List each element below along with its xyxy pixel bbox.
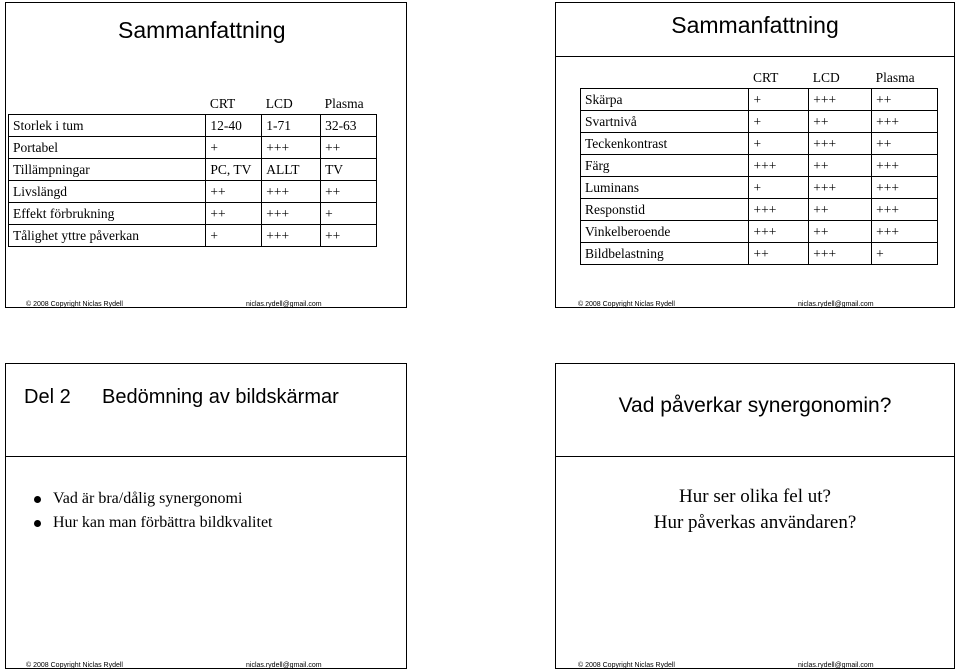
section-label: Del 2: [24, 386, 71, 408]
table-cell: +: [749, 111, 809, 133]
row-label: Bildbelastning: [581, 243, 749, 265]
table-row: [581, 221, 938, 243]
table-cell: +++: [872, 111, 938, 133]
table-cell: +: [749, 177, 809, 199]
table-cell: ++: [321, 137, 377, 159]
row-label: Livslängd: [9, 181, 206, 203]
table-cell: ++: [809, 155, 872, 177]
slide-synergonomics: [555, 363, 955, 669]
header-cell: [581, 67, 749, 89]
row-label: Responstid: [581, 199, 749, 221]
table-row: [9, 203, 377, 225]
table-cell: +++: [809, 243, 872, 265]
email-footer: niclas.rydell@gmail.com: [798, 662, 874, 669]
table-cell: +: [206, 137, 262, 159]
copyright-footer: © 2008 Copyright Niclas Rydell: [26, 662, 123, 669]
slide-summary-1: [5, 2, 407, 308]
table-row: [9, 225, 377, 247]
table-row: [581, 155, 938, 177]
bullet-list: [34, 487, 272, 535]
table-cell: +++: [262, 181, 321, 203]
table-header-row: [581, 67, 938, 89]
table-cell: +: [872, 243, 938, 265]
table-cell: 32-63: [321, 115, 377, 137]
table-row: [581, 89, 938, 111]
table-cell: +++: [749, 155, 809, 177]
table-cell: +++: [749, 221, 809, 243]
row-label: Svartnivå: [581, 111, 749, 133]
bullet-icon: [34, 520, 41, 527]
header-cell: LCD: [262, 93, 321, 115]
table-cell: PC, TV: [206, 159, 262, 181]
table-row: [9, 115, 377, 137]
table-cell: +++: [749, 199, 809, 221]
bullet-icon: [34, 496, 41, 503]
row-label: Effekt förbrukning: [9, 203, 206, 225]
slide-title: Sammanfattning: [118, 17, 286, 43]
table-cell: ++: [206, 181, 262, 203]
header-cell: [9, 93, 206, 115]
table-cell: +++: [262, 203, 321, 225]
table-row: [581, 111, 938, 133]
email-footer: niclas.rydell@gmail.com: [246, 662, 322, 669]
table-row: [581, 243, 938, 265]
table-row: [581, 199, 938, 221]
row-label: Luminans: [581, 177, 749, 199]
table-row: [581, 133, 938, 155]
table-header-row: [9, 93, 377, 115]
row-label: Vinkelberoende: [581, 221, 749, 243]
table-cell: ++: [749, 243, 809, 265]
row-label: Färg: [581, 155, 749, 177]
table-row: [9, 181, 377, 203]
slide-section-part-2: [5, 363, 407, 669]
table-row: [581, 177, 938, 199]
row-label: Tålighet yttre påverkan: [9, 225, 206, 247]
email-footer: niclas.rydell@gmail.com: [246, 301, 322, 308]
row-label: Storlek i tum: [9, 115, 206, 137]
email-footer: niclas.rydell@gmail.com: [798, 301, 874, 308]
table-cell: +: [749, 133, 809, 155]
table-cell: ++: [321, 181, 377, 203]
table-cell: ++: [809, 111, 872, 133]
header-cell: CRT: [749, 67, 809, 89]
table-cell: +++: [809, 89, 872, 111]
table-cell: ALLT: [262, 159, 321, 181]
row-label: Tillämpningar: [9, 159, 206, 181]
list-item: [34, 511, 272, 535]
row-label: Portabel: [9, 137, 206, 159]
section-divider: [6, 456, 406, 457]
question-line: Hur påverkas användaren?: [653, 512, 857, 533]
table-cell: +: [206, 225, 262, 247]
table-cell: TV: [321, 159, 377, 181]
table-cell: ++: [872, 133, 938, 155]
table-cell: +++: [809, 177, 872, 199]
table-cell: ++: [872, 89, 938, 111]
table-cell: ++: [809, 199, 872, 221]
table-cell: +++: [872, 177, 938, 199]
table-cell: ++: [809, 221, 872, 243]
header-cell: CRT: [206, 93, 262, 115]
comparison-table: [8, 93, 377, 247]
table-cell: +: [321, 203, 377, 225]
table-cell: +++: [262, 137, 321, 159]
table-cell: ++: [206, 203, 262, 225]
table-row: [9, 137, 377, 159]
table-row: [9, 159, 377, 181]
copyright-footer: © 2008 Copyright Niclas Rydell: [578, 662, 675, 669]
table-cell: +++: [262, 225, 321, 247]
bullet-text: Vad är bra/dålig synergonomi: [53, 490, 243, 507]
section-title: Bedömning av bildskärmar: [102, 386, 339, 408]
title-divider: [556, 456, 954, 457]
list-item: [34, 487, 272, 511]
table-cell: +++: [872, 221, 938, 243]
table-cell: +++: [872, 199, 938, 221]
comparison-table: [580, 67, 938, 265]
copyright-footer: © 2008 Copyright Niclas Rydell: [578, 301, 675, 308]
title-divider: [556, 56, 954, 57]
table-cell: +++: [872, 155, 938, 177]
slide-title: Sammanfattning: [671, 12, 839, 38]
row-label: Skärpa: [581, 89, 749, 111]
slide-summary-2: [555, 2, 955, 308]
row-label: Teckenkontrast: [581, 133, 749, 155]
table-cell: +: [749, 89, 809, 111]
table-cell: ++: [321, 225, 377, 247]
header-cell: Plasma: [321, 93, 377, 115]
copyright-footer: © 2008 Copyright Niclas Rydell: [26, 301, 123, 308]
bullet-text: Hur kan man förbättra bildkvalitet: [53, 514, 273, 531]
table-cell: 12-40: [206, 115, 262, 137]
table-cell: 1-71: [262, 115, 321, 137]
question-list: [556, 484, 954, 536]
header-cell: Plasma: [872, 67, 938, 89]
question-line: Hur ser olika fel ut?: [679, 486, 831, 507]
header-cell: LCD: [809, 67, 872, 89]
table-cell: +++: [809, 133, 872, 155]
slide-title: Vad påverkar synergonomin?: [618, 394, 892, 417]
